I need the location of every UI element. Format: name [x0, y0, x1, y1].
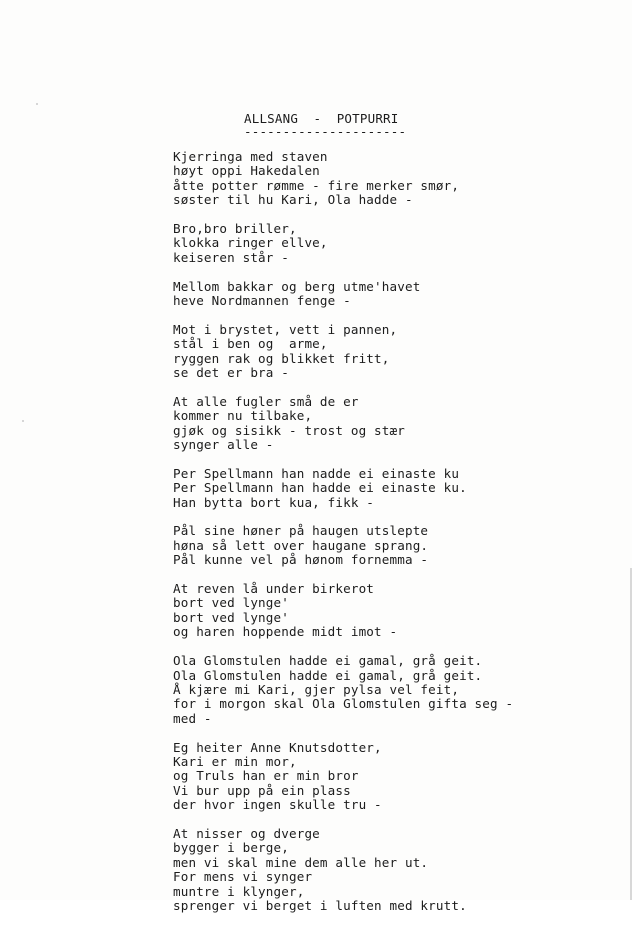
verse-line: Mellom bakkar og berg utme'havet — [173, 278, 421, 294]
stanza-8 — [173, 582, 613, 640]
verse-line: bort ved lynge' — [173, 595, 289, 611]
verse-line: synger alle - — [173, 437, 274, 453]
verse-line: Ola Glomstulen hadde ei gamal, grå geit. — [173, 653, 483, 669]
verse-line: Bro,bro briller, — [173, 221, 297, 237]
verse-line: sprenger vi berget i luften med krutt. — [173, 897, 467, 913]
verse-line: heve Nordmannen fenge - — [173, 293, 351, 309]
song-verses — [173, 150, 613, 928]
verse-line: med - — [173, 710, 212, 726]
stanza-7 — [173, 524, 613, 567]
stanza-9 — [173, 654, 613, 726]
verse-line: åtte potter rømme - fire merker smør, — [173, 177, 460, 193]
verse-line: og haren hoppende midt imot - — [173, 624, 398, 640]
verse-line: Kjerringa med staven — [173, 149, 328, 164]
verse-line: bygger i berge, — [173, 840, 289, 856]
stanza-1 — [173, 150, 613, 208]
verse-line: og Truls han er min bror — [173, 768, 359, 784]
verse-line: stål i ben og arme, — [173, 336, 328, 352]
verse-line: At reven lå under birkerot — [173, 581, 375, 597]
verse-line: klokka ringer ellve, — [173, 235, 328, 251]
verse-line: høyt oppi Hakedalen — [173, 163, 320, 179]
verse-line: Pål sine høner på haugen utslepte — [173, 523, 429, 539]
verse-line: men vi skal mine dem alle her ut. — [173, 854, 429, 870]
stanza-6 — [173, 467, 613, 510]
verse-line: Pål kunne vel på hønom fornemma - — [173, 552, 429, 568]
stanza-11 — [173, 827, 613, 913]
verse-line: For mens vi synger — [173, 869, 313, 885]
verse-line: Å kjære mi Kari, gjer pylsa vel feit, — [173, 681, 460, 697]
stanza-5 — [173, 395, 613, 453]
scan-speck — [36, 103, 38, 105]
verse-line: At nisser og dverge — [173, 825, 320, 841]
verse-line: At alle fugler små de er — [173, 393, 359, 409]
verse-line: Mot i brystet, vett i pannen, — [173, 321, 398, 337]
verse-line: høna så lett over haugane sprang. — [173, 537, 429, 553]
stanza-3 — [173, 280, 613, 309]
verse-line: Vi bur upp på ein plass — [173, 782, 351, 798]
verse-line: Eg heiter Anne Knutsdotter, — [173, 739, 382, 755]
verse-line: kommer nu tilbake, — [173, 408, 313, 424]
verse-line: bort ved lynge' — [173, 609, 289, 625]
stanza-4 — [173, 323, 613, 381]
verse-line: Per Spellmann han hadde ei einaste ku. — [173, 480, 467, 496]
scan-speck — [22, 420, 24, 422]
verse-line: muntre i klynger, — [173, 883, 305, 899]
verse-line: for i morgon skal Ola Glomstulen gifta seg - — [173, 696, 514, 712]
verse-line: Ola Glomstulen hadde ei gamal, grå geit. — [173, 667, 483, 683]
stanza-2 — [173, 222, 613, 265]
verse-line: keiseren står - — [173, 249, 289, 265]
verse-line: Kari er min mor, — [173, 753, 297, 769]
verse-line: se det er bra - — [173, 365, 289, 381]
stanza-10 — [173, 741, 613, 813]
title-underline: --------------------- — [244, 124, 407, 139]
verse-line: Han bytta bort kua, fikk - — [173, 494, 375, 510]
verse-line: Per Spellmann han nadde ei einaste ku — [173, 465, 460, 481]
verse-line: søster til hu Kari, Ola hadde - — [173, 192, 413, 208]
document-title: ALLSANG - POTPURRI — [244, 111, 399, 126]
verse-line: gjøk og sisikk - trost og stær — [173, 422, 405, 438]
verse-line: der hvor ingen skulle tru - — [173, 797, 382, 813]
verse-line: ryggen rak og blikket fritt, — [173, 350, 390, 366]
